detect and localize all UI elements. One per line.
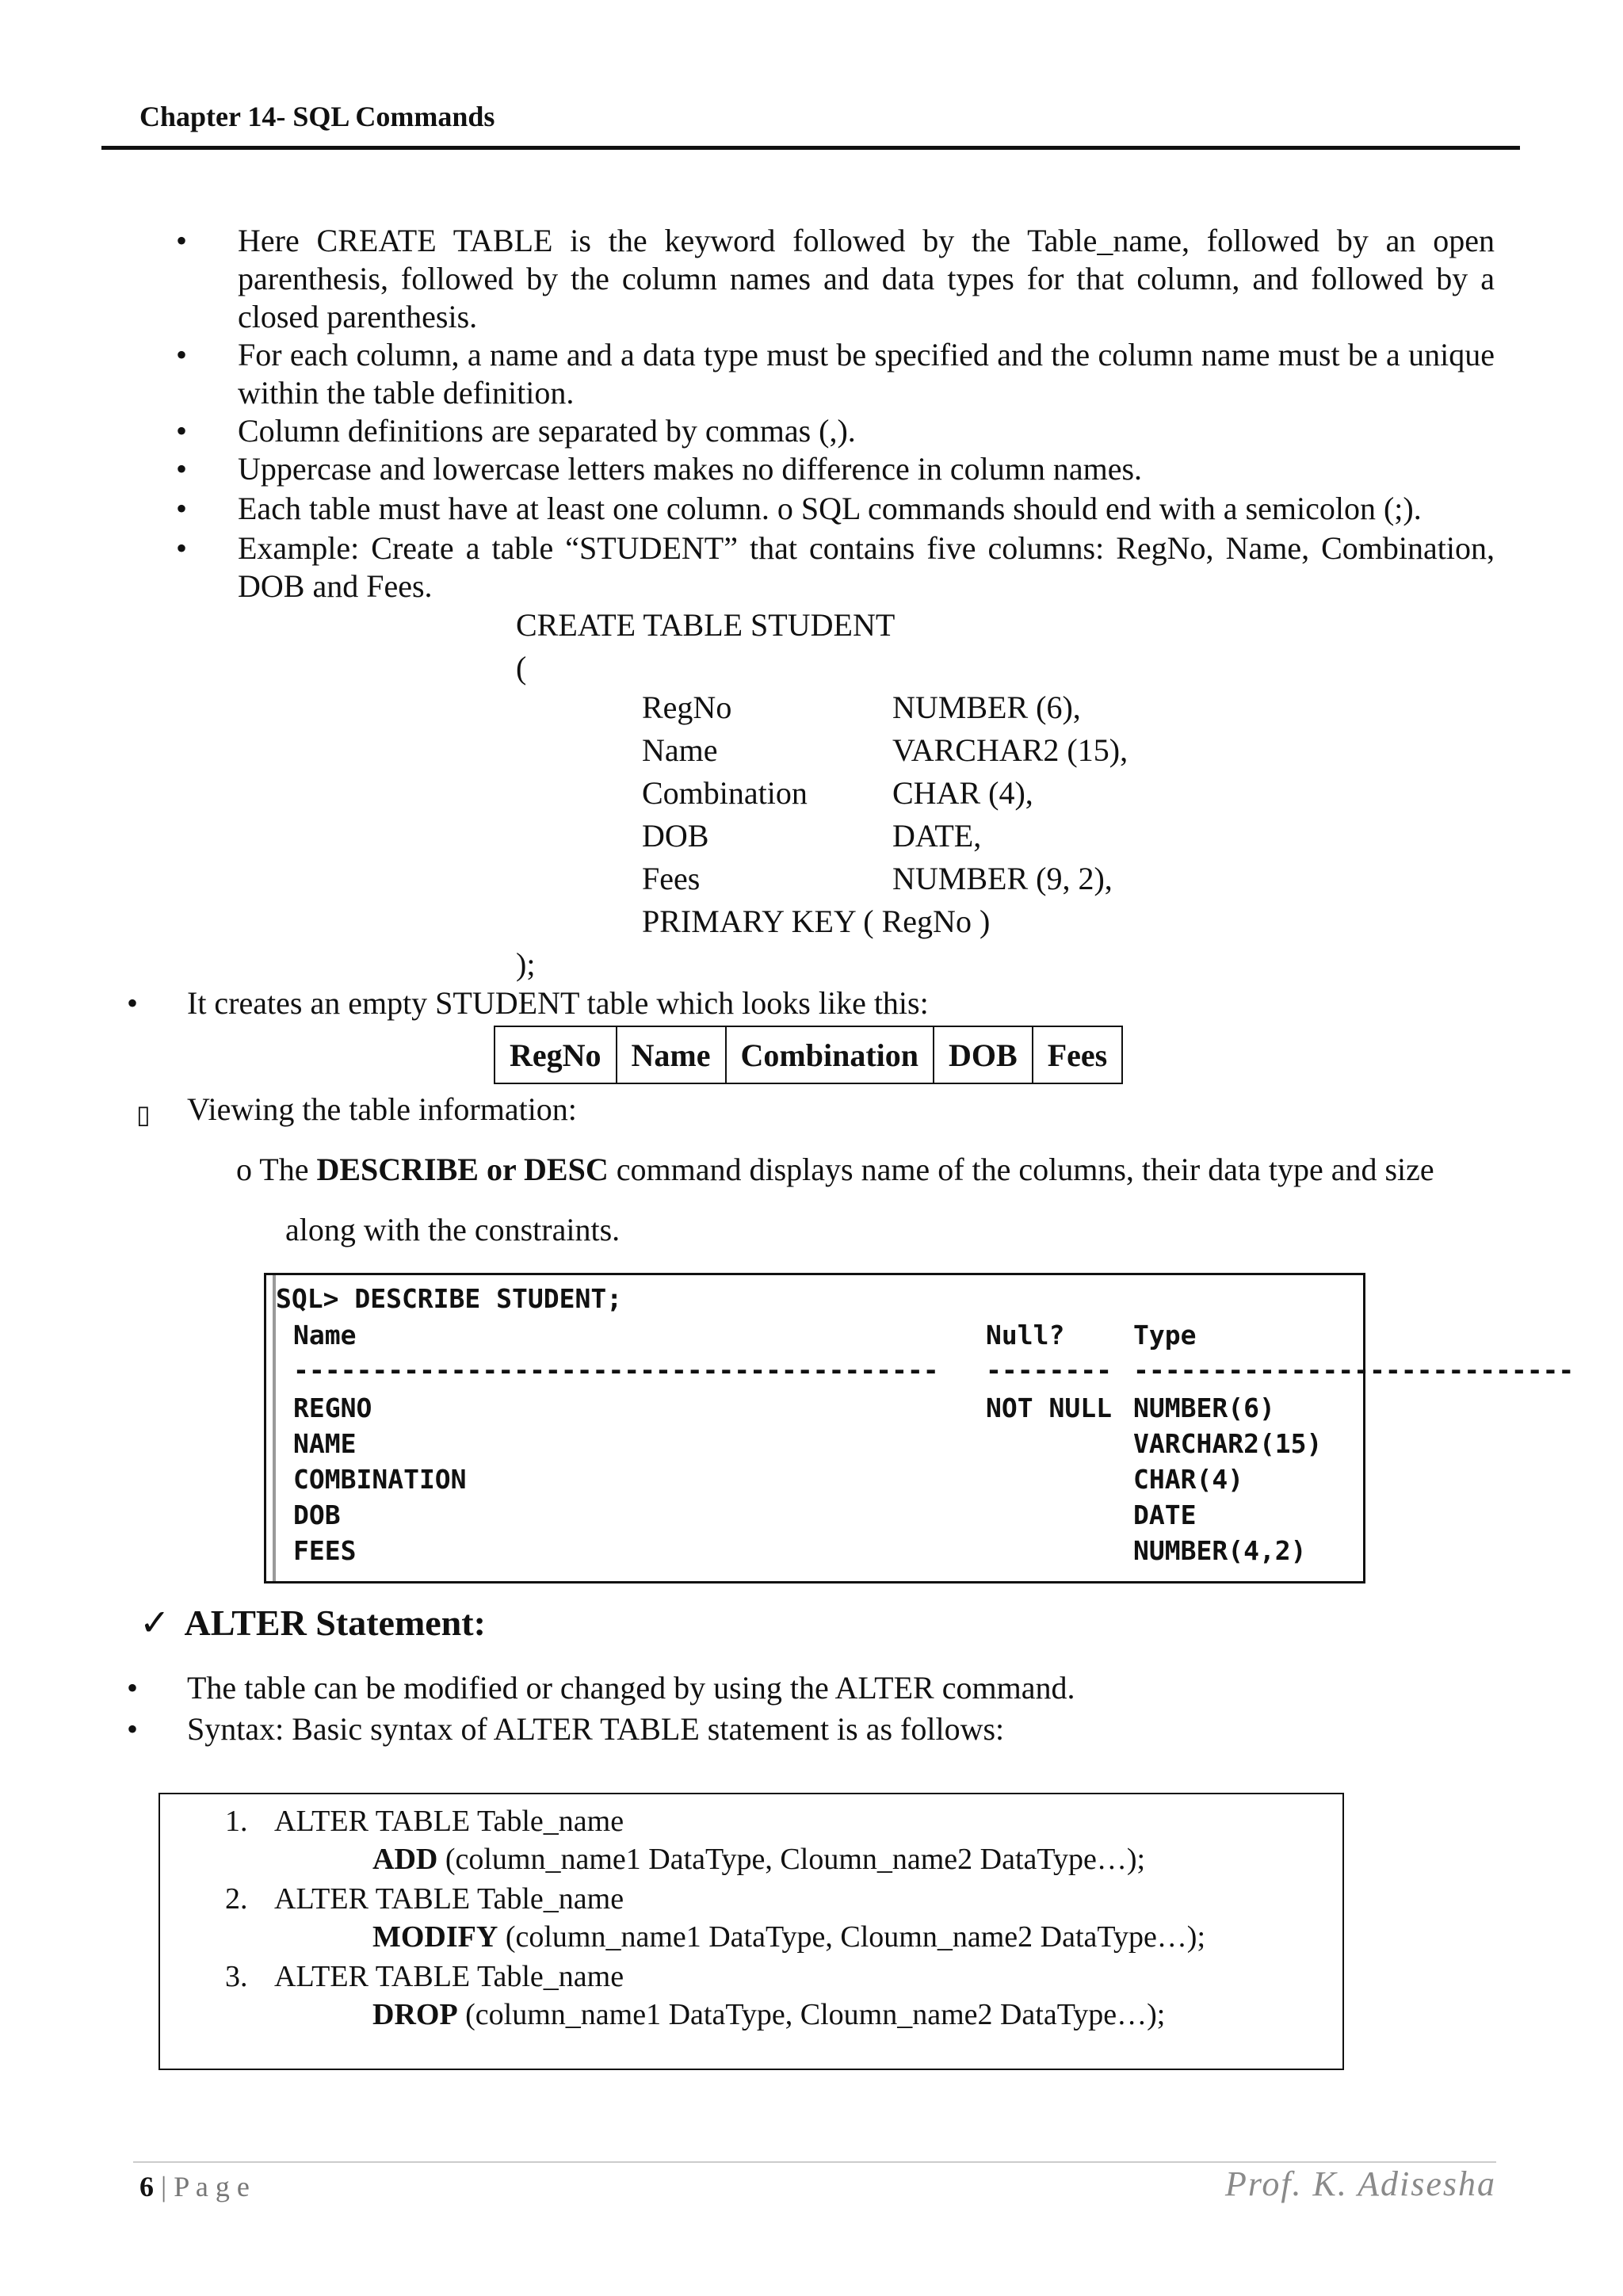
page-number-value: 6 (139, 2171, 154, 2202)
bullet-glyph: • (176, 491, 188, 526)
bullet-example-student: Example: Create a table “STUDENT” that contains five columns: RegNo, Name, Combination, DOB and Fees. (238, 530, 1495, 604)
bullet-glyph: • (176, 223, 188, 258)
missing-glyph-icon: ▯ (136, 1100, 151, 1129)
author-signature: Prof. K. Adisesha (1224, 2164, 1496, 2203)
footer-divider (133, 2161, 1496, 2163)
create-table-line: CREATE TABLE STUDENT (516, 607, 896, 643)
keyword-drop: DROP (372, 1998, 458, 2031)
header-type: Type (1133, 1320, 1197, 1350)
row-combination-type: CHAR(4) (1133, 1464, 1244, 1495)
header-divider (101, 146, 1520, 150)
terminal-panel (273, 1275, 1575, 1581)
describe-explanation-line2: along with the constraints. (285, 1212, 621, 1247)
syntax-add-args: (column_name1 DataType, Cloumn_name2 DataType…); (437, 1843, 1146, 1876)
checkmark-icon: ✓ (139, 1601, 170, 1644)
table-header-dob: DOB (934, 1026, 1033, 1083)
syntax-add-line (372, 1840, 1145, 1878)
describe-explanation (236, 1151, 1434, 1189)
syntax-number: 1. (225, 1805, 248, 1838)
row-regno-type: NUMBER(6) (1133, 1392, 1275, 1423)
describe-output-screenshot (264, 1273, 1575, 1584)
row-regno-null: NOT NULL (986, 1392, 1112, 1423)
row-fees-name: FEES (293, 1535, 357, 1566)
syntax-alter-line: ALTER TABLE Table_name (274, 1882, 624, 1916)
dash-separator-name: ----------------------------------------- (293, 1354, 939, 1385)
alter-bullet-modify: The table can be modified or changed by using the ALTER command. (187, 1670, 1075, 1706)
syntax-number: 2. (225, 1882, 248, 1916)
page-label: | P a g e (154, 2171, 250, 2202)
column-type-combination: CHAR (4), (892, 775, 1033, 811)
bullet-glyph: • (176, 451, 188, 487)
bullet-glyph: • (127, 985, 139, 1021)
bullet-create-table-keyword: Here CREATE TABLE is the keyword followed by the Table_name, followed by an open parenthesis, followed by the column names and data types for that column, and followed by a closed parenthesis. (238, 223, 1495, 334)
viewing-title: Viewing the table information: (187, 1091, 577, 1127)
bullet-column-commas: Column definitions are separated by commas (,). (238, 413, 856, 449)
column-type-dob: DATE, (892, 818, 982, 854)
row-combination-name: COMBINATION (293, 1464, 467, 1495)
bullet-glyph: • (127, 1670, 139, 1706)
bullet-glyph: • (176, 413, 188, 449)
bullet-glyph: • (127, 1711, 139, 1747)
column-name-combination: Combination (642, 775, 808, 811)
table-header-name: Name (617, 1026, 726, 1083)
chapter-title: Chapter 14- SQL Commands (139, 101, 495, 132)
column-name-name: Name (642, 732, 718, 768)
column-name-fees: Fees (642, 861, 701, 896)
syntax-drop-line (372, 1996, 1165, 2034)
row-name-name: NAME (293, 1428, 357, 1459)
table-header-combination: Combination (726, 1026, 934, 1083)
empty-table-note: It creates an empty STUDENT table which looks like this: (187, 985, 929, 1021)
row-name-type: VARCHAR2(15) (1133, 1428, 1323, 1459)
keyword-add: ADD (372, 1843, 438, 1876)
alter-heading-text: ALTER Statement: (184, 1603, 486, 1643)
syntax-alter-line: ALTER TABLE Table_name (274, 1805, 624, 1838)
keyword-modify: MODIFY (372, 1920, 498, 1954)
column-name-regno: RegNo (642, 690, 732, 725)
describe-rest: command displays name of the columns, their data type and size (608, 1152, 1434, 1187)
student-empty-table (494, 1026, 1123, 1084)
column-name-dob: DOB (642, 818, 709, 854)
alter-heading (139, 1601, 486, 1644)
table-header-regno: RegNo (495, 1026, 617, 1083)
bullet-case-insensitive: Uppercase and lowercase letters makes no difference in column names. (238, 451, 1143, 487)
alter-syntax-box (158, 1793, 1344, 2070)
column-type-name: VARCHAR2 (15), (892, 732, 1128, 768)
alter-bullet-syntax: Syntax: Basic syntax of ALTER TABLE statement is as follows: (187, 1711, 1005, 1747)
row-regno-name: REGNO (293, 1392, 372, 1423)
syntax-alter-line: ALTER TABLE Table_name (274, 1960, 624, 1993)
syntax-modify-line (372, 1918, 1205, 1956)
primary-key-line: PRIMARY KEY ( RegNo ) (642, 904, 991, 939)
bullet-column-name-type: For each column, a name and a data type must be specified and the column name must be a unique within the table definition. (238, 337, 1495, 411)
describe-prefix: o The (236, 1152, 317, 1187)
row-fees-type: NUMBER(4,2) (1133, 1535, 1307, 1566)
sql-command: SQL> DESCRIBE STUDENT; (276, 1283, 623, 1314)
row-dob-type: DATE (1133, 1499, 1197, 1530)
column-type-regno: NUMBER (6), (892, 690, 1081, 725)
bullet-glyph: • (176, 337, 188, 372)
dash-separator-null: -------- (986, 1354, 1112, 1385)
syntax-modify-args: (column_name1 DataType, Cloumn_name2 DataType…); (498, 1920, 1206, 1954)
header-name: Name (293, 1320, 357, 1350)
table-header-fees: Fees (1033, 1026, 1123, 1083)
bullet-glyph: • (176, 530, 188, 566)
close-paren: ); (516, 946, 536, 982)
bullet-one-column-semicolon: Each table must have at least one column. o SQL commands should end with a semicolon (;). (238, 491, 1422, 526)
page-number (139, 2170, 250, 2203)
column-type-fees: NUMBER (9, 2), (892, 861, 1113, 896)
dash-separator-type: ---------------------------- (1133, 1354, 1575, 1385)
syntax-drop-args: (column_name1 DataType, Cloumn_name2 DataType…); (457, 1998, 1166, 2031)
syntax-number: 3. (225, 1960, 248, 1993)
row-dob-name: DOB (293, 1499, 341, 1530)
describe-keyword: DESCRIBE or DESC (316, 1152, 609, 1187)
open-paren: ( (516, 650, 527, 686)
header-null: Null? (986, 1320, 1065, 1350)
